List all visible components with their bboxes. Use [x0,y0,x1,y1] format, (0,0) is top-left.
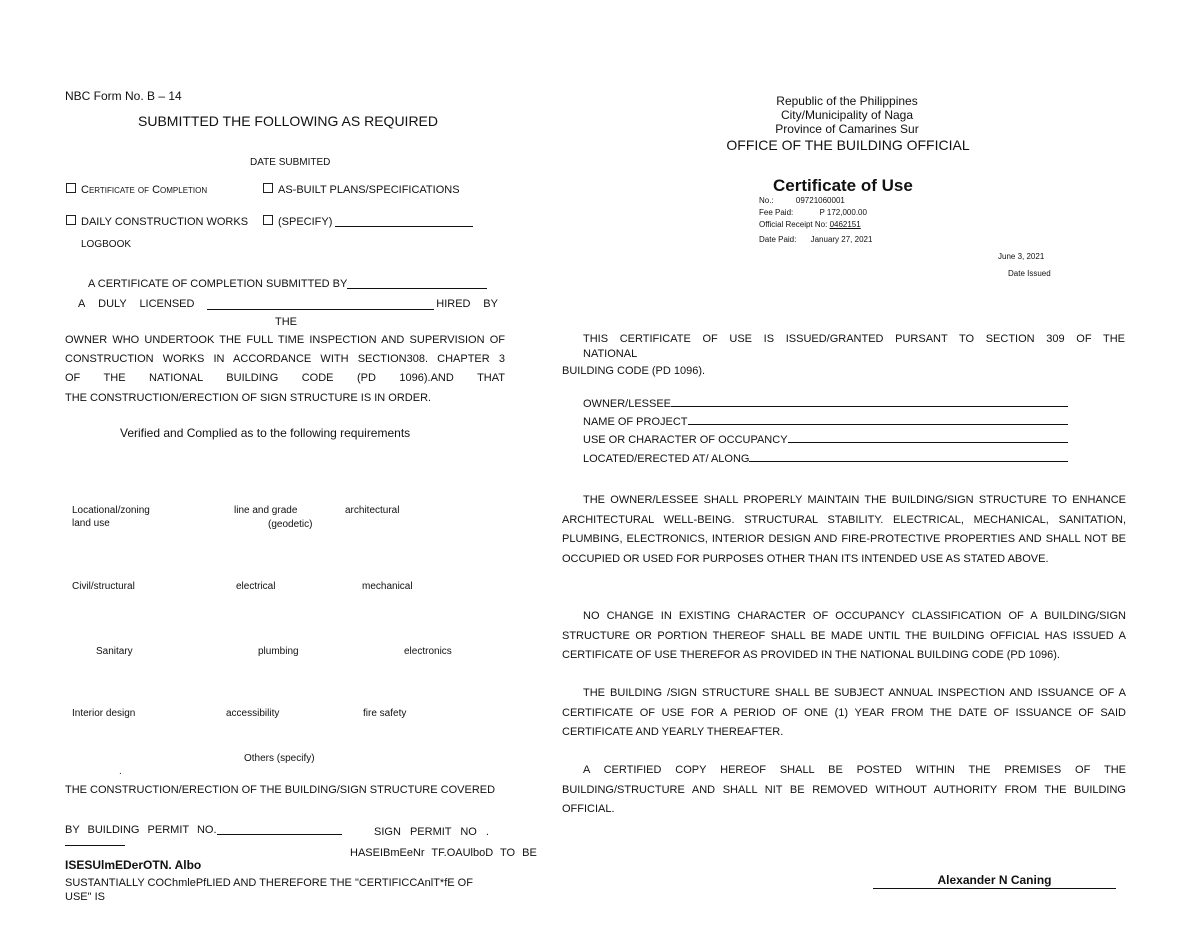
duly-word-a: A [78,298,86,310]
body-line-2: CONSTRUCTION WORKS IN ACCORDANCE WITH SECTION308. CHAPTER 3 [65,353,505,365]
cert-no-label: No.: [759,196,774,205]
city-line: City/Municipality of Naga [780,108,914,122]
field-blank[interactable] [688,416,1068,425]
receipt-label: Official Receipt No: [759,220,828,229]
date-issued-value: June 3, 2021 [998,252,1045,261]
sign-permit-label: SIGN PERMIT NO . [374,826,489,838]
checkbox-box [66,215,76,225]
field-label: OWNER/LESSEE [583,398,672,410]
office-heading: OFFICE OF THE BUILDING OFFICIAL [726,137,970,153]
req-mechanical: mechanical [362,581,413,592]
logbook-label: LOGBOOK [81,239,132,250]
garbled-text-1: HASEIBmEeNr TF.OAUlboD TO BE [350,847,537,859]
date-paid-value: January 27, 2021 [810,235,873,244]
req-line-and-grade: line and grade [234,505,298,516]
field-name-of-project[interactable] [583,416,1068,428]
checkbox-daily-construction-works[interactable] [66,215,248,228]
cert-submitted-by-line [88,278,487,290]
receipt-value: 0462151 [829,220,861,229]
req-fire-safety: fire safety [363,708,407,719]
submitted-by-blank[interactable] [347,288,487,289]
fee-paid-row [759,208,867,217]
field-located-erected[interactable] [583,453,1068,465]
body-line-4: THE CONSTRUCTION/ERECTION OF SIGN STRUCTURE IS IN ORDER. [65,392,432,404]
specify-underline[interactable] [335,226,473,227]
fee-paid-value: P 172,000.00 [819,208,867,217]
req-plumbing: plumbing [258,646,299,657]
req-locational-zoning: Locational/zoning [72,505,150,516]
cert-no-value: 09721060001 [795,196,845,205]
province-line: Province of Camarines Sur [775,122,919,136]
hired-by-group [207,298,470,310]
req-electronics: electronics [404,646,452,657]
date-submitted-label: DATE SUBMITED [250,157,331,168]
building-permit-line [65,824,342,836]
construction-covered-line: THE CONSTRUCTION/ERECTION OF THE BUILDING/SIGN STRUCTURE COVERED [65,784,496,796]
signatory-name: Alexander N Caning [873,873,1116,889]
field-label: NAME OF PROJECT [583,416,688,428]
cert-no-row [759,196,845,205]
checkbox-box [263,215,273,225]
submitted-heading: SUBMITTED THE FOLLOWING AS REQUIRED [138,113,439,129]
field-label: LOCATED/ERECTED AT/ ALONG [583,453,750,465]
field-use-or-character[interactable] [583,434,1068,446]
paragraph-no-change: NO CHANGE IN EXISTING CHARACTER OF OCCUPANCY CLASSIFICATION OF A BUILDING/SIGN STRUCTURE OR PORTION THEREOF SHALL BE MADE UNTIL THE BUILDING OFFICIAL HAS ISSUED A CERTIFICATE OF USE THEREFOR AS PROVIDED IN THE NATIONAL BUILDING CODE (PD 1096). [562,610,1126,661]
cert-submitted-by-label: A CERTIFICATE OF COMPLETION SUBMITTED BY [88,278,348,290]
checkbox-certificate-of-completion[interactable] [66,183,207,196]
duly-word-duly: DULY [98,298,127,310]
duly-word-licensed: LICENSED [139,298,195,310]
field-blank[interactable] [671,398,1068,407]
receipt-row [759,220,861,229]
date-issued-label: Date Issued [1008,269,1051,278]
republic-line: Republic of the Philippines [776,94,918,108]
substantially-line: SUSTANTIALLY COChmlePfLIED AND THEREFORE THE "CERTIFICCAnlT*fE OF [65,877,473,889]
garbled-text-2: ISESUlmEDerOTN. Albo [65,858,202,872]
checkbox-box [263,183,273,193]
intro-line-2: NATIONAL [583,348,638,360]
req-architectural: architectural [345,505,400,516]
checkbox-label: (SPECIFY) [278,216,333,228]
date-paid-row [759,235,872,244]
certificate-title: Certificate of Use [773,176,913,195]
building-permit-blank[interactable] [217,834,342,835]
req-civil-structural: Civil/structural [72,581,135,592]
checkbox-label: DAILY CONSTRUCTION WORKS [81,216,249,228]
paragraph-certified-copy: A CERTIFIED COPY HEREOF SHALL BE POSTED WITHIN THE PREMISES OF THE BUILDING/STRUCTURE AND SHALL NIT BE REMOVED WITHOUT AUTHORITY FROM THE BUILDING OFFICIAL. [562,764,1126,815]
field-blank[interactable] [788,434,1068,443]
checkbox-label: Certificate of Completion [81,184,208,196]
duly-licensed-line [78,298,498,310]
req-others-specify: Others (specify) [244,753,315,764]
req-land-use: land use [72,518,110,529]
req-electrical: electrical [236,581,276,592]
licensed-blank[interactable] [207,309,434,310]
intro-line-1: THIS CERTIFICATE OF USE IS ISSUED/GRANTED PURSANT TO SECTION 309 OF THE [583,333,1125,345]
date-paid-label: Date Paid: [759,235,797,244]
hired-word: HIRED [436,298,471,310]
intro-line-3: BUILDING CODE (PD 1096). [562,365,706,377]
by-word: BY [483,298,498,310]
req-sanitary: Sanitary [96,646,133,657]
checkbox-specify[interactable] [263,215,473,228]
field-owner-lessee[interactable] [583,398,1068,410]
checkbox-label: AS-BUILT PLANS/SPECIFICATIONS [278,184,460,196]
paragraph-maintain: THE OWNER/LESSEE SHALL PROPERLY MAINTAIN THE BUILDING/SIGN STRUCTURE TO ENHANCE ARCHITECTURAL WELL-BEING. STRUCTURAL STABILITY. ELECTRICAL, MECHANICAL, SANITATION, PLUMBING, ELECTRONICS, INTERIOR DESIGN AND FIRE-PROTECTIVE PROPERTIES AND SHALL NOT BE OCCUPIED OR USED FOR PURPOSES OTHER THAN ITS INTENDED USE AS STATED ABOVE. [562,494,1126,565]
fee-paid-label: Fee Paid: [759,208,794,217]
req-interior-design: Interior design [72,708,136,719]
use-is-line: USE" IS [65,891,105,903]
body-line-1: OWNER WHO UNDERTOOK THE FULL TIME INSPECTION AND SUPERVISION OF [65,334,505,346]
verified-heading: Verified and Complied as to the following requirements [120,426,411,440]
the-word: THE [275,316,297,328]
field-label: USE OR CHARACTER OF OCCUPANCY [583,434,788,446]
checkbox-as-built-plans[interactable] [263,183,460,196]
req-accessibility: accessibility [226,708,280,719]
field-blank[interactable] [749,453,1068,462]
stray-dot: . [119,766,122,777]
building-permit-label: BY BUILDING PERMIT NO. [65,824,217,836]
short-underline [65,845,125,846]
req-geodetic: (geodetic) [268,519,313,530]
checkbox-box [66,183,76,193]
form-number: NBC Form No. B – 14 [65,89,182,103]
paragraph-inspection: THE BUILDING /SIGN STRUCTURE SHALL BE SUBJECT ANNUAL INSPECTION AND ISSUANCE OF A CERTIFICATE OF USE FOR A PERIOD OF ONE (1) YEAR FROM THE DATE OF ISSUANCE OF SAID CERTIFICATE AND YEARLY THEREAFTER. [562,687,1126,738]
body-line-3: OF THE NATIONAL BUILDING CODE (PD 1096).AND THAT [65,372,505,384]
